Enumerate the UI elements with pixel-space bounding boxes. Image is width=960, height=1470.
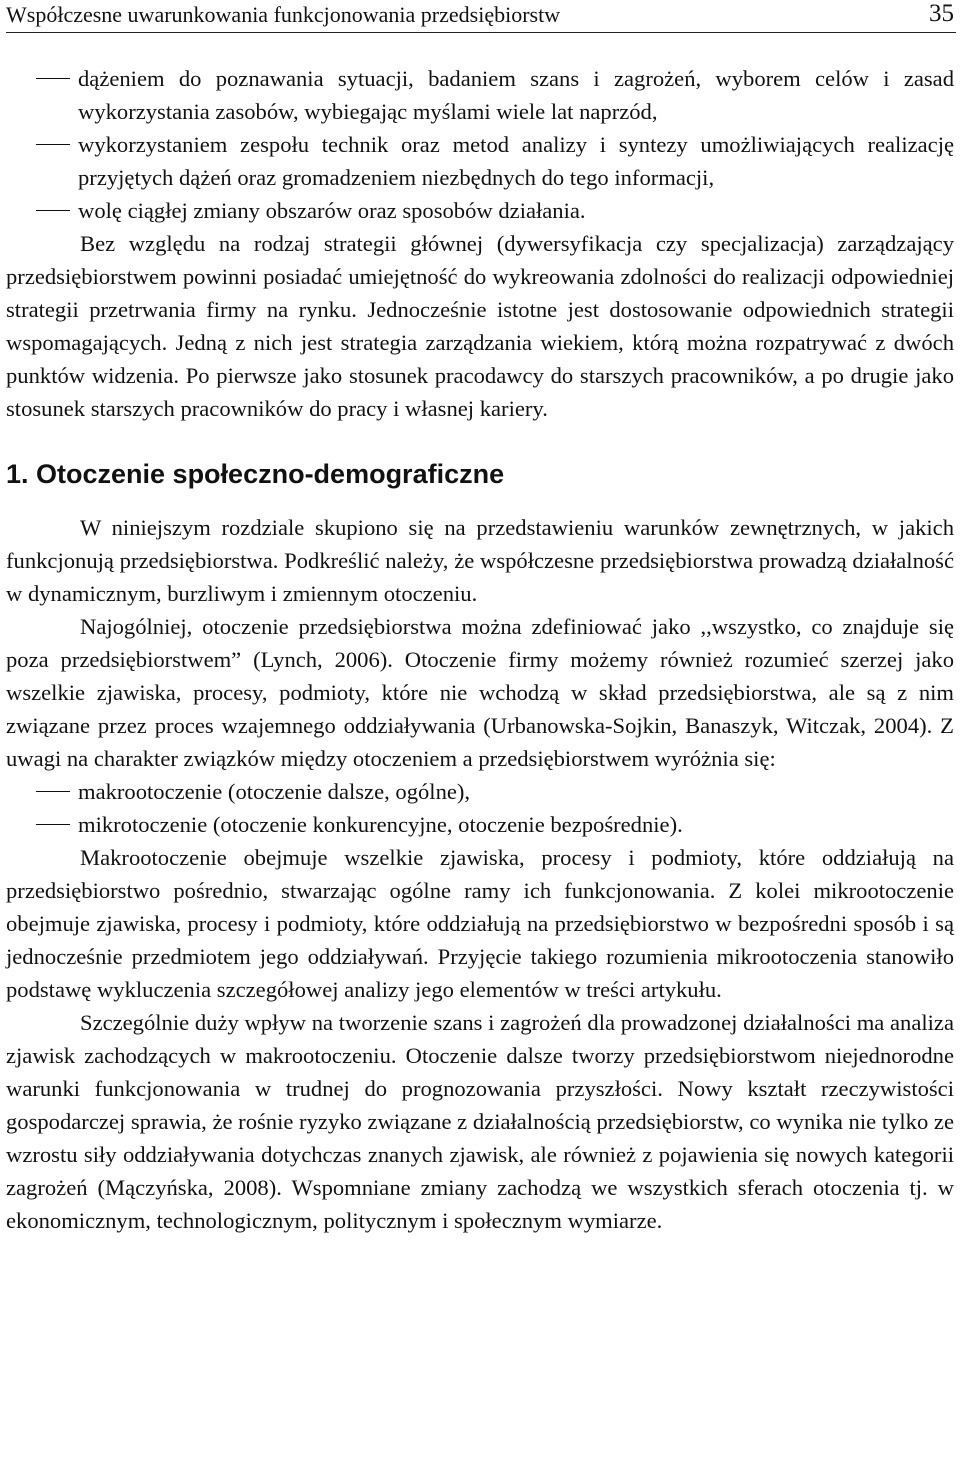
running-header [6, 0, 956, 33]
bullet-item [6, 808, 954, 841]
bullet-text: mikrotoczenie (otoczenie konkurencyjne, otoczenie bezpośrednie). [78, 812, 683, 837]
body-paragraph: Szczególnie duży wpływ na tworzenie szans i zagrożeń dla prowadzonej działalności ma analiza zjawisk zachodzących w makrootoczeniu. Otoczenie dalsze tworzy przedsiębiorstwom niejednorodne warunki funkcjonowania w trudnej do prognozowania przyszłości. Nowy kształt rzeczywistości gospodarczej sprawia, że rośnie ryzyko związane z działalnością przedsiębiorstw, co wynika nie tylko ze wzrostu siły oddziaływania dotychczas znanych zjawisk, ale również z pojawienia się nowych kategorii zagrożeń (Mączyńska, 2008). Wspomniane zmiany zachodzą we wszystkich sferach otoczenia tj. w ekonomicznym, technologicznym, politycznym i społecznym wymiarze. [6, 1010, 954, 1233]
dash-marker [36, 791, 70, 792]
dash-marker [36, 824, 70, 825]
bullet-item [6, 128, 954, 194]
bullet-text: wolę ciągłej zmiany obszarów oraz sposobów działania. [78, 198, 586, 223]
running-title: Współczesne uwarunkowania funkcjonowania przedsiębiorstw [6, 2, 561, 27]
bullet-item [6, 194, 954, 227]
section-heading: 1. Otoczenie społeczno-demograficzne [6, 459, 505, 489]
body-paragraph: W niniejszym rozdziale skupiono się na przedstawieniu warunków zewnętrznych, w jakich funkcjonują przedsiębiorstwa. Podkreślić należy, że współczesne przedsiębiorstwa prowadzą działalność w dynamicznym, burzliwym i zmiennym otoczeniu. [6, 515, 954, 606]
body-paragraph: Bez względu na rodzaj strategii głównej (dywersyfikacja czy specjalizacja) zarządzający przedsiębiorstwem powinni posiadać umiejętność do wykreowania zdolności do realizacji odpowiedniej strategii przetrwania firmy na rynku. Jednocześnie istotne jest dostosowanie odpowiednich strategii wspomagających. Jedną z nich jest strategia zarządzania wiekiem, którą można rozpatrywać z dwóch punktów widzenia. Po pierwsze jako stosunek pracodawcy do starszych pracowników, a po drugie jako stosunek starszych pracowników do pracy i własnej kariery. [6, 231, 954, 421]
body-paragraph: Makrootoczenie obejmuje wszelkie zjawiska, procesy i podmioty, które oddziałują na przedsiębiorstwo pośrednio, stwarzając ogólne ramy ich funkcjonowania. Z kolei mikrootoczenie obejmuje zjawiska, procesy i podmioty, które oddziałują na przedsiębiorstwo w bezpośredni sposób i są jednocześnie przedmiotem jego oddziaływań. Przyjęcie takiego rozumienia mikrootoczenia stanowiło podstawę wykluczenia szczegółowej analizy jego elementów w treści artykułu. [6, 845, 954, 1002]
bullet-text: dążeniem do poznawania sytuacji, badaniem szans i zagrożeń, wyborem celów i zasad wykorzystania zasobów, wybiegając myślami wiele lat naprzód, [78, 66, 954, 124]
dash-marker [36, 144, 70, 145]
bullet-item [6, 62, 954, 128]
page-number: 35 [929, 0, 954, 27]
bullet-text: makrootoczenie (otoczenie dalsze, ogólne), [78, 779, 471, 804]
dash-marker [36, 78, 70, 79]
dash-marker [36, 210, 70, 211]
bullet-text: wykorzystaniem zespołu technik oraz metod analizy i syntezy umożliwiających realizację przyjętych dążeń oraz gromadzeniem niezbędnych do tego informacji, [78, 132, 954, 190]
page-content [6, 62, 954, 1237]
bullet-item [6, 775, 954, 808]
body-paragraph: Najogólniej, otoczenie przedsiębiorstwa można zdefiniować jako ,,wszystko, co znajduje się poza przedsiębiorstwem” (Lynch, 2006). Otoczenie firmy możemy również rozumieć szerzej jako wszelkie zjawiska, procesy, podmioty, które nie wchodzą w skład przedsiębiorstwa, ale są z nim związane przez proces wzajemnego oddziaływania (Urbanowska-Sojkin, Banaszyk, Witczak, 2004). Z uwagi na charakter związków między otoczeniem a przedsiębiorstwem wyróżnia się: [6, 614, 954, 771]
